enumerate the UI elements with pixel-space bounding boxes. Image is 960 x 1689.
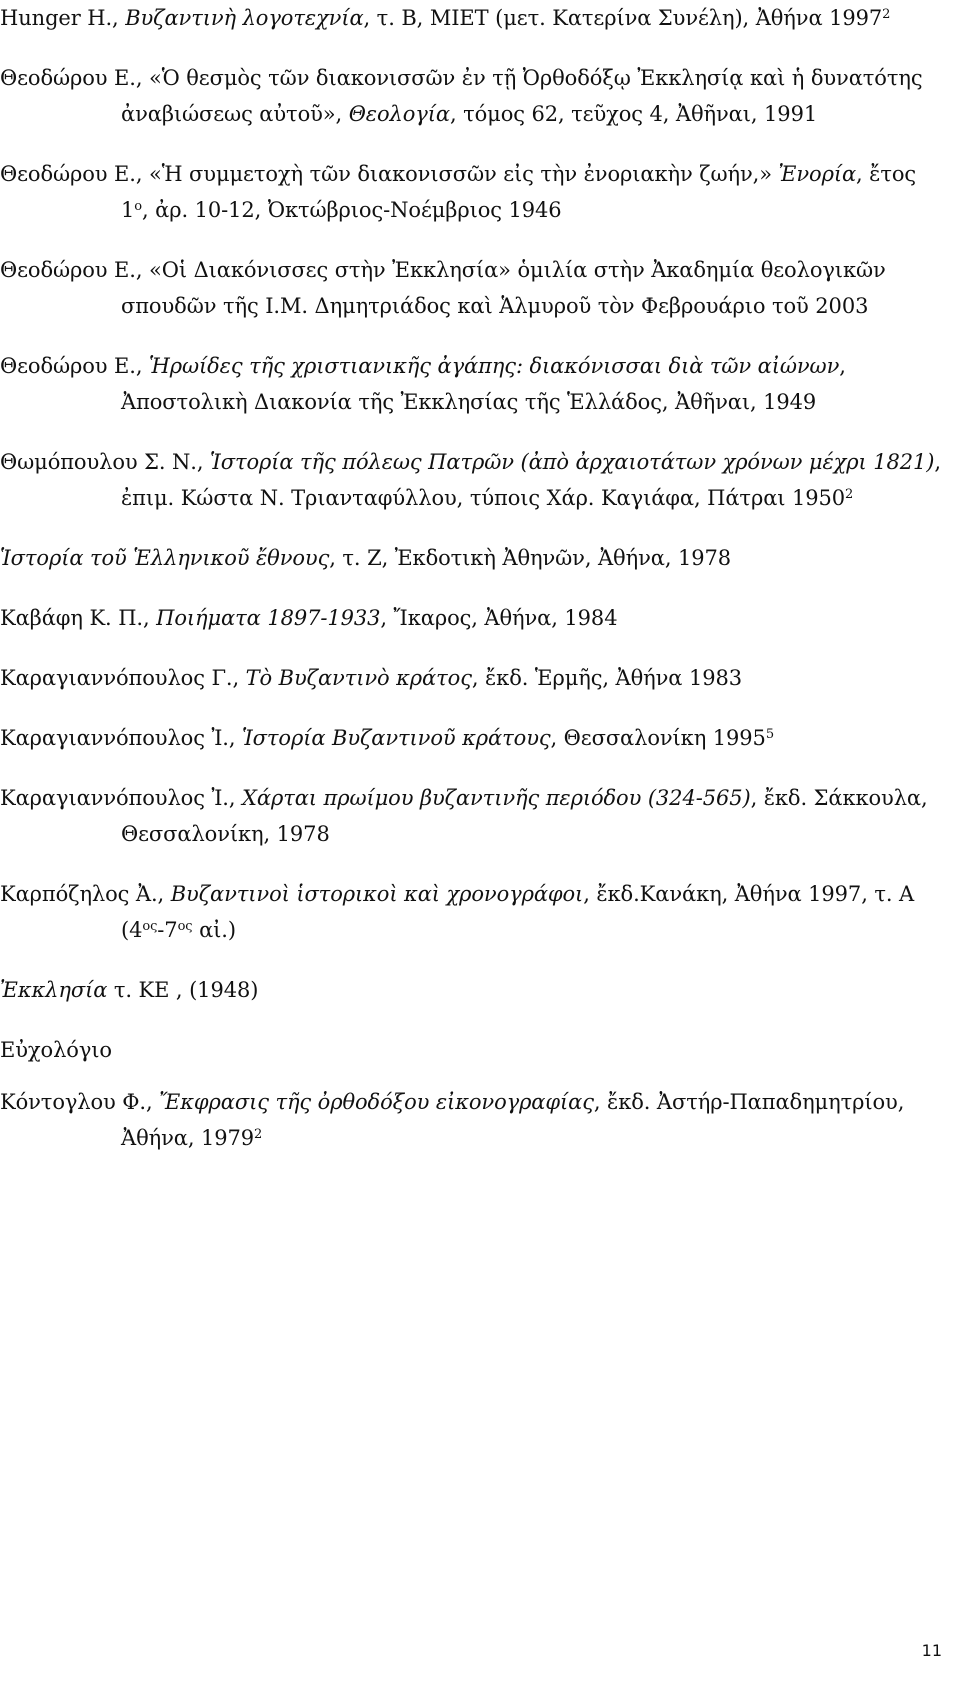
superscript: 2 [845, 486, 854, 502]
entry-text: Κόντογλου Φ., [0, 1090, 160, 1114]
entry-text: , ἔκδ.Κανάκη, Ἀθήνα 1997, τ. Α (4 [121, 882, 915, 942]
bibliography-entry [0, 972, 948, 1008]
italic-title: Ἱστορία τοῦ Ἑλληνικοῦ ἔθνους [0, 546, 330, 570]
italic-title: Ἔκφρασις τῆς ὀρθοδόξου εἰκονογραφίας [159, 1090, 594, 1114]
superscript: ο [134, 198, 143, 214]
italic-title: Ἱστορία τῆς πόλεως Πατρῶν (ἀπὸ ἀρχαιοτάτων χρόνων μέχρι 1821) [210, 450, 935, 474]
entry-text: , ἔτος 1 [121, 162, 917, 222]
entry-text: Θεοδώρου Ε., «Ὁ θεσμὸς τῶν διακονισσῶν ἐν τῇ Ὀρθοδόξῳ Ἐκκλησίᾳ καὶ ἡ δυνατότης ἀναβιώσεως αὐτοῦ», [0, 66, 923, 126]
italic-title: Θεολογία [348, 102, 450, 126]
entry-text: , τ. Ζ, Ἐκδοτικὴ Ἀθηνῶν, Ἀθήνα, 1978 [329, 546, 732, 570]
entry-text: Καραγιαννόπουλος Γ., [0, 666, 246, 690]
superscript: 2 [254, 1126, 263, 1142]
bibliography-entry [0, 1084, 948, 1156]
bibliography-entry [0, 156, 948, 228]
bibliography-entry [0, 540, 948, 576]
italic-title: Ποιήματα 1897-1933 [156, 606, 381, 630]
entry-text: , ἔκδ. Σάκκουλα, Θεσσαλονίκη, 1978 [121, 786, 928, 846]
bibliography-entry [0, 720, 948, 756]
italic-title: Χάρται πρωίμου βυζαντινῆς περιόδου (324-565) [242, 786, 751, 810]
entry-text: , τ. Β, ΜΙΕΤ (μετ. Κατερίνα Συνέλη), Ἀθήνα 1997 [363, 6, 883, 30]
entry-text: Θεοδώρου Ε., «Ἡ συμμετοχὴ τῶν διακονισσῶν εἰς τὴν ἐνοριακὴν ζωήν,» [0, 162, 779, 186]
entry-text: Καβάφη Κ. Π., [0, 606, 157, 630]
italic-title: Ἡρωίδες τῆς χριστιανικῆς ἀγάπης: διακόνισσαι διὰ τῶν αἰώνων [149, 354, 840, 378]
superscript: 5 [765, 726, 774, 742]
bibliography-entry [0, 252, 948, 324]
entry-text: Καρπόζηλος Ἀ., [0, 882, 171, 906]
italic-title: Ἐνορία [778, 162, 857, 186]
entry-text: Καραγιαννόπουλος Ἰ., [0, 786, 243, 810]
entry-text: Καραγιαννόπουλος Ἰ., [0, 726, 243, 750]
superscript: 2 [882, 6, 891, 22]
entry-text: , ἐπιμ. Κώστα Ν. Τριανταφύλλου, τύποις Χάρ. Καγιάφα, Πάτραι 1950 [121, 450, 941, 510]
superscript: ος [177, 918, 193, 934]
italic-title: Ἱστορία Βυζαντινοῦ κράτους [242, 726, 551, 750]
bibliography-entry [0, 348, 948, 420]
bibliography-entry [0, 780, 948, 852]
italic-title: Ἐκκλησία [0, 978, 108, 1002]
italic-title: Βυζαντινὴ λογοτεχνία [125, 6, 364, 30]
entry-text: Hunger H., [0, 6, 126, 30]
entry-text: , Ἀποστολικὴ Διακονία τῆς Ἐκκλησίας τῆς Ἑλλάδος, Ἀθῆναι, 1949 [121, 354, 846, 414]
entry-text: , Θεσσαλονίκη 1995 [550, 726, 766, 750]
italic-title: Βυζαντινοὶ ἱστορικοὶ καὶ χρονογράφοι [170, 882, 584, 906]
entry-text: , ἔκδ. Ἑρμῆς, Ἀθήνα 1983 [471, 666, 743, 690]
entry-text: Εὐχολόγιο [0, 1038, 112, 1062]
italic-title: Τὸ Βυζαντινὸ κράτος [245, 666, 472, 690]
bibliography-entry [0, 1032, 948, 1068]
bibliography-entry [0, 876, 948, 948]
entry-text: Θεοδώρου Ε., [0, 354, 149, 378]
entry-text: -7 [157, 918, 178, 942]
entry-text: Θεοδώρου Ε., «Οἱ Διακόνισσες στὴν Ἐκκλησία» ὁμιλία στὴν Ἀκαδημία θεολογικῶν σπουδῶν τῆς Ι.Μ. Δημητριάδος καὶ Ἁλμυροῦ τὸν Φεβρουάριο τοῦ 2003 [0, 258, 886, 318]
entry-text: , Ἴκαρος, Ἀθήνα, 1984 [380, 606, 618, 630]
entry-text: αἰ.) [192, 918, 236, 942]
entry-text: τ. ΚΕ , (1948) [107, 978, 259, 1002]
bibliography-entry [0, 660, 948, 696]
bibliography-entry [0, 60, 948, 132]
entry-text: , τόμος 62, τεῦχος 4, Ἀθῆναι, 1991 [449, 102, 818, 126]
entry-text: , ἔκδ. Ἀστήρ-Παπαδημητρίου, Ἀθήνα, 1979 [121, 1090, 905, 1150]
entry-text: , ἀρ. 10-12, Ὀκτώβριος-Νοέμβριος 1946 [142, 198, 562, 222]
entry-text: Θωμόπουλου Σ. Ν., [0, 450, 211, 474]
superscript: ος [142, 918, 158, 934]
page-number: 11 [921, 1641, 942, 1660]
bibliography-entry [0, 600, 948, 636]
bibliography-entry [0, 444, 948, 516]
bibliography-entry [0, 0, 948, 36]
